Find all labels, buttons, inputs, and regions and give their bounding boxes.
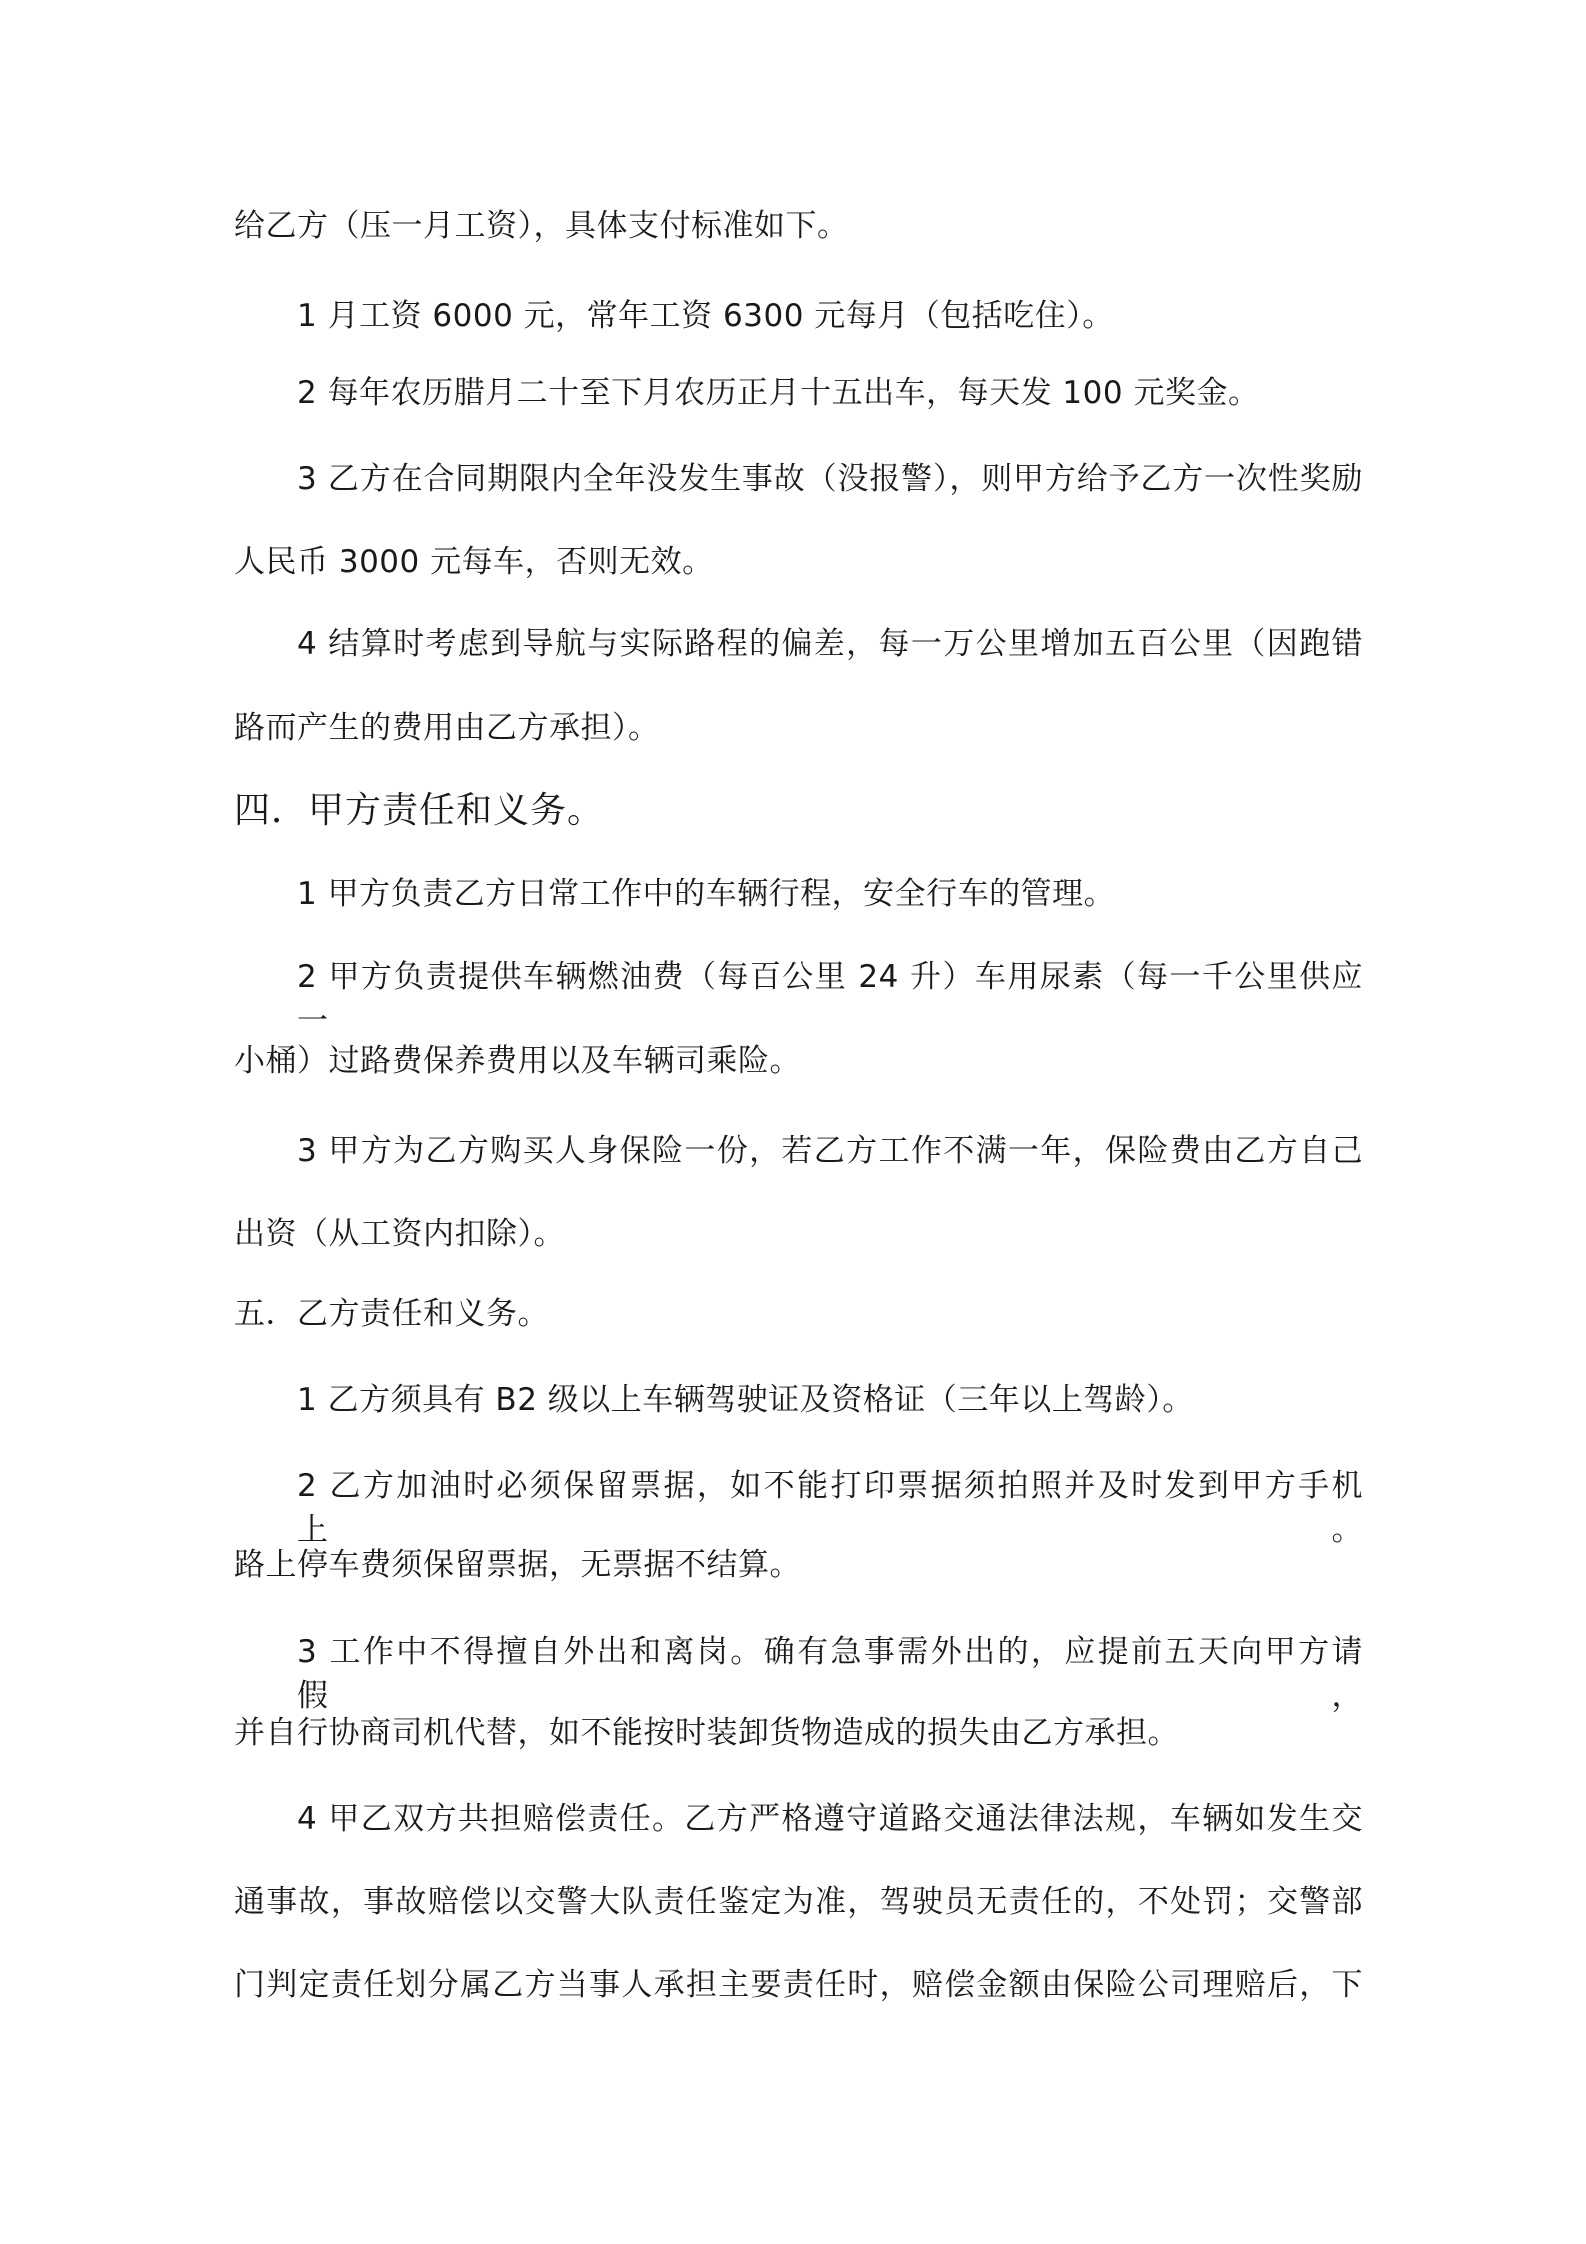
body-line: 门判定责任划分属乙方当事人承担主要责任时，赔偿金额由保险公司理赔后，下 [234, 1967, 1363, 2003]
body-line: 路而产生的费用由乙方承担）。 [234, 710, 660, 746]
body-line: 通事故，事故赔偿以交警大队责任鉴定为准，驾驶员无责任的，不处罚；交警部 [234, 1884, 1363, 1920]
list-item: 4 结算时考虑到导航与实际路程的偏差，每一万公里增加五百公里（因跑错 [297, 626, 1363, 662]
list-item: 3 甲方为乙方购买人身保险一份，若乙方工作不满一年，保险费由乙方自己 [297, 1133, 1363, 1169]
list-item: 1 月工资 6000 元，常年工资 6300 元每月（包括吃住）。 [297, 298, 1114, 334]
body-line: 出资（从工资内扣除）。 [234, 1216, 565, 1252]
section-heading: 四．甲方责任和义务。 [234, 790, 605, 831]
body-line: 人民币 3000 元每车，否则无效。 [234, 544, 714, 580]
list-item: 3 乙方在合同期限内全年没发生事故（没报警），则甲方给予乙方一次性奖励 [297, 461, 1363, 497]
body-line: 路上停车费须保留票据，无票据不结算。 [234, 1547, 801, 1583]
list-item: 3 工作中不得擅自外出和离岗。确有急事需外出的，应提前五天向甲方请假， [297, 1634, 1363, 1714]
list-item: 1 乙方须具有 B2 级以上车辆驾驶证及资格证（三年以上驾龄）。 [297, 1382, 1194, 1418]
section-heading: 五．乙方责任和义务。 [234, 1296, 549, 1332]
body-line: 小桶）过路费保养费用以及车辆司乘险。 [234, 1043, 801, 1079]
list-item: 4 甲乙双方共担赔偿责任。乙方严格遵守道路交通法律法规，车辆如发生交 [297, 1801, 1363, 1837]
body-line: 给乙方（压一月工资），具体支付标准如下。 [234, 208, 849, 244]
list-item: 2 每年农历腊月二十至下月农历正月十五出车，每天发 100 元奖金。 [297, 375, 1260, 411]
body-line: 并自行协商司机代替，如不能按时装卸货物造成的损失由乙方承担。 [234, 1715, 1179, 1751]
list-item: 2 乙方加油时必须保留票据，如不能打印票据须拍照并及时发到甲方手机上。 [297, 1468, 1363, 1548]
list-item: 1 甲方负责乙方日常工作中的车辆行程，安全行车的管理。 [297, 876, 1116, 912]
list-item: 2 甲方负责提供车辆燃油费（每百公里 24 升）车用尿素（每一千公里供应一 [297, 959, 1363, 1039]
